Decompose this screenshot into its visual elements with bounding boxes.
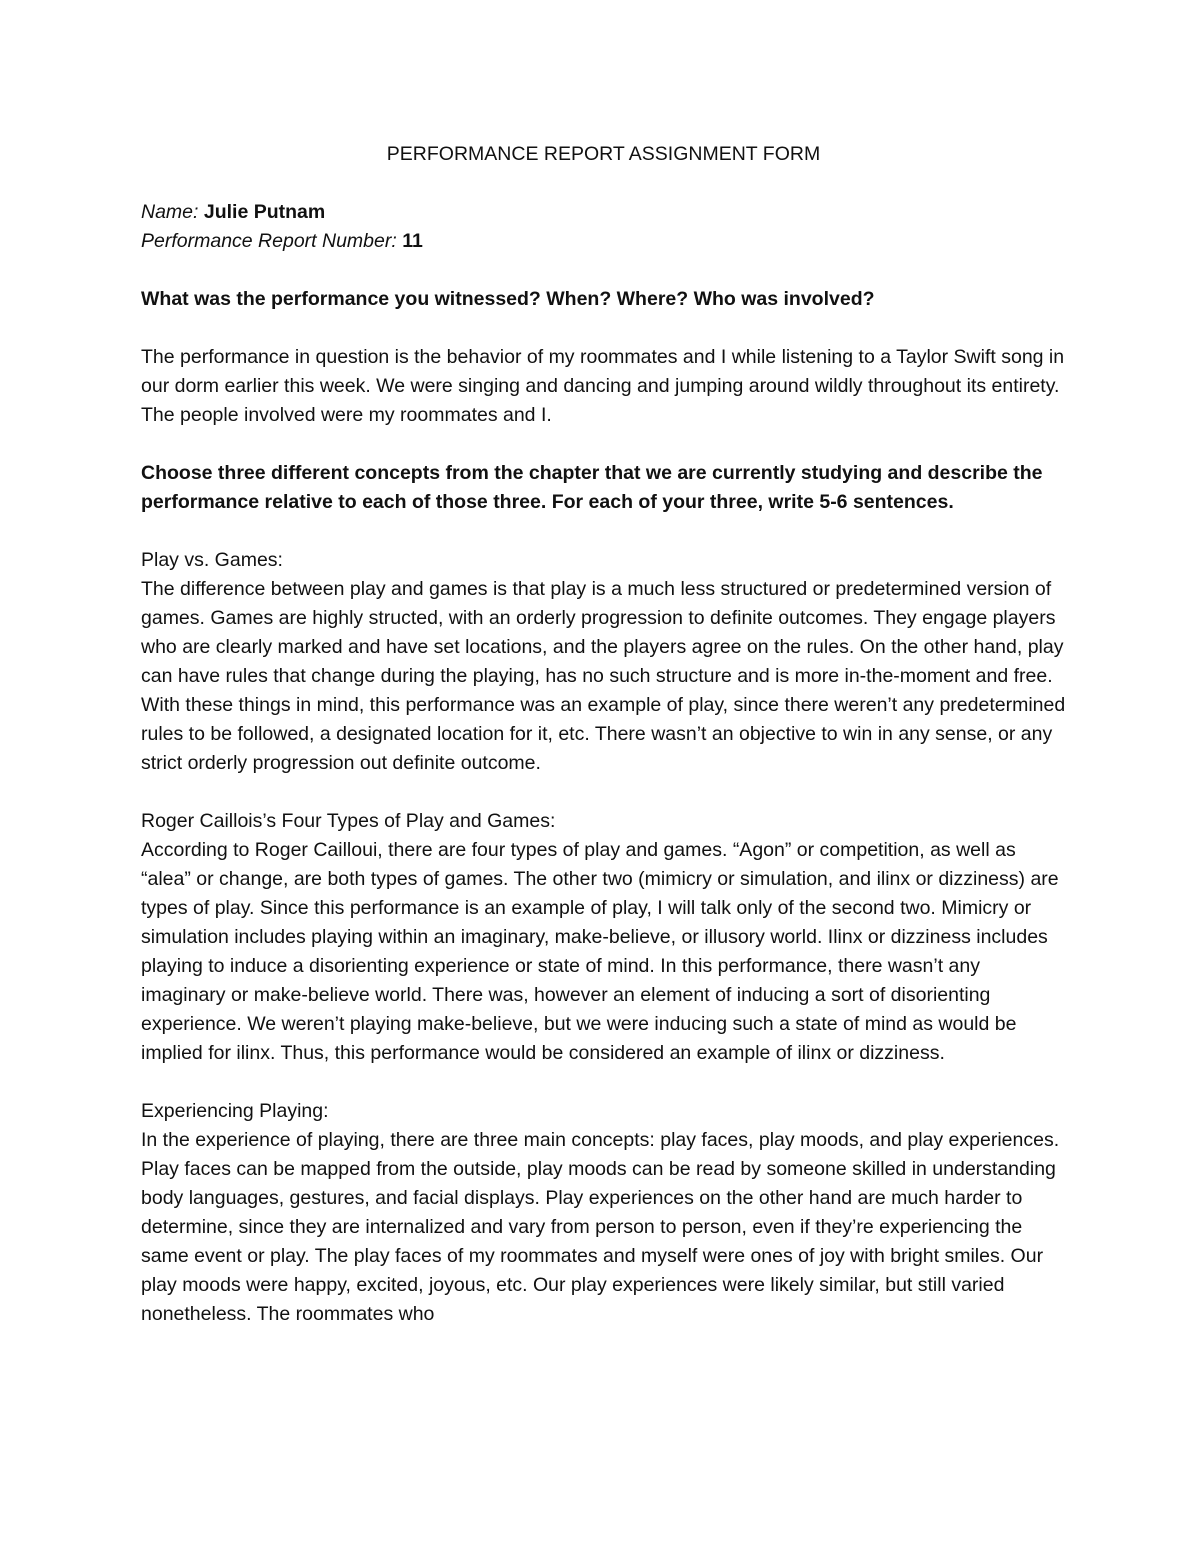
name-label: Name:: [141, 201, 199, 223]
answer-1: The performance in question is the behavior of my roommates and I while listening to a Taylor Swift song in our dorm earlier this week. We were singing and dancing and jumping around wildly throughout its entirety. The people involved were my roommates and I.: [141, 346, 1065, 426]
question-1: What was the performance you witnessed? When? Where? Who was involved?: [141, 288, 875, 310]
section-heading-experiencing-playing: Experiencing Playing:: [141, 1100, 329, 1122]
report-number-field: [141, 227, 1066, 256]
section-body-play-vs-games: The difference between play and games is that play is a much less structured or predetermined version of games. Games are highly structed, with an orderly progression to definite outcomes. They engage players who are clearly marked and have set locations, and the players agree on the rules. On the other hand, play can have rules that change during the playing, has no such structure and is more in-the-moment and free. With these things in mind, this performance was an example of play, since there weren’t any predetermined rules to be followed, a designated location for it, etc. There wasn’t an objective to win in any sense, or any strict orderly progression out definite outcome.: [141, 578, 1066, 774]
form-fields: [141, 198, 1066, 256]
section-heading-caillois: Roger Caillois’s Four Types of Play and Games:: [141, 810, 556, 832]
section-heading-play-vs-games: Play vs. Games:: [141, 549, 283, 571]
name-value: Julie Putnam: [203, 201, 326, 223]
document-content: [141, 140, 1066, 1329]
report-number-value: 11: [402, 230, 423, 252]
section-body-experiencing-playing: In the experience of playing, there are three main concepts: play faces, play moods, and play experiences. Play faces can be mapped from the outside, play moods can be read by someone skilled in understanding body languages, gestures, and facial displays. Play experiences on the other hand are much harder to determine, since they are internalized and vary from person to person, even if they’re experiencing the same event or play. The play faces of my roommates and myself were ones of joy with bright smiles. Our play moods were happy, excited, joyous, etc. Our play experiences were likely similar, but still varied nonetheless. The roommates who: [141, 1129, 1060, 1325]
document-title: PERFORMANCE REPORT ASSIGNMENT FORM: [386, 143, 821, 165]
name-field: [141, 198, 1066, 227]
section-body-caillois: According to Roger Cailloui, there are four types of play and games. “Agon” or competition, as well as “alea” or change, are both types of games. The other two (mimicry or simulation, and ilinx or dizziness) are types of play. Since this performance is an example of play, I will talk only of the second two. Mimicry or simulation includes playing within an imaginary, make-believe, or illusory world. Ilinx or dizziness includes playing to induce a disorienting experience or state of mind. In this performance, there wasn’t any imaginary or make-believe world. There was, however an element of inducing a sort of disorienting experience. We weren’t playing make-believe, but we were inducing such a state of mind as would be implied for ilinx. Thus, this performance would be considered an example of ilinx or dizziness.: [141, 839, 1059, 1064]
report-number-label: Performance Report Number:: [141, 230, 397, 252]
question-2: Choose three different concepts from the chapter that we are currently studying and describe the performance relative to each of those three. For each of your three, write 5-6 sentences.: [141, 462, 1043, 513]
